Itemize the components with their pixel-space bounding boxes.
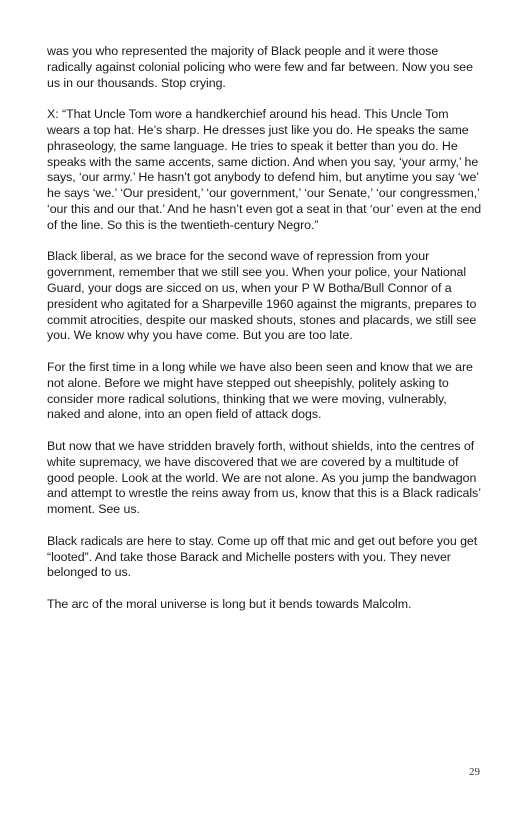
paragraph-6: Black radicals are here to stay. Come up off that mic and get out before you get “looted”. And take those Barack and Michelle posters with you. They never belonged to us.	[47, 533, 478, 580]
page-body	[47, 44, 483, 628]
paragraph-2: X: “That Uncle Tom wore a handkerchief around his head. This Uncle Tom wears a top hat. He’s sharp. He dresses just like you do. He speaks the same phraseology, the same language. He tries to speak it better than you do. He speaks with the same accents, same diction. And when you say, ‘your army,’ he says, ‘our army.’ He hasn’t got anybody to defend him, but anytime you say ‘we’ he says ‘we.’ ‘Our president,’ ‘our government,’ ‘our Senate,’ ‘our congressmen,’ ‘our this and our that.’ And he hasn’t even got a seat in that ‘our’ even at the end of the line. So this is the twentieth-century Negro.”	[47, 107, 482, 232]
page-number: 29	[469, 766, 480, 778]
paragraph-3: Black liberal, as we brace for the second wave of repression from your government, remember that we still see you. When your police, your National Guard, your dogs are sicced on us, when your P W Botha/Bull Connor of a president who agitated for a Sharpeville 1960 against the migrants, prepares to commit atrocities, despite our masked shouts, stones and placards, we still see you. We know why you have come. But you are too late.	[47, 249, 477, 343]
paragraph-1: was you who represented the majority of Black people and it were those radically against colonial policing who were few and far between. Now you see us in our thousands. Stop crying.	[47, 44, 473, 90]
paragraph-4: For the first time in a long while we have also been seen and know that we are not alone. Before we might have stepped out sheepishly, politely asking to consider more radical solutions, thinking that we were moving, vulnerably, naked and alone, into an open field of attack dogs.	[47, 359, 473, 422]
paragraph-7: The arc of the moral universe is long but it bends towards Malcolm.	[47, 596, 412, 611]
paragraph-5: But now that we have stridden bravely forth, without shields, into the centres of white supremacy, we have discovered that we are covered by a multitude of good people. Look at the world. We are not alone. As you jump the bandwagon and attempt to wrestle the reins away from us, know that this is a Black radicals’ moment. See us.	[47, 438, 481, 517]
